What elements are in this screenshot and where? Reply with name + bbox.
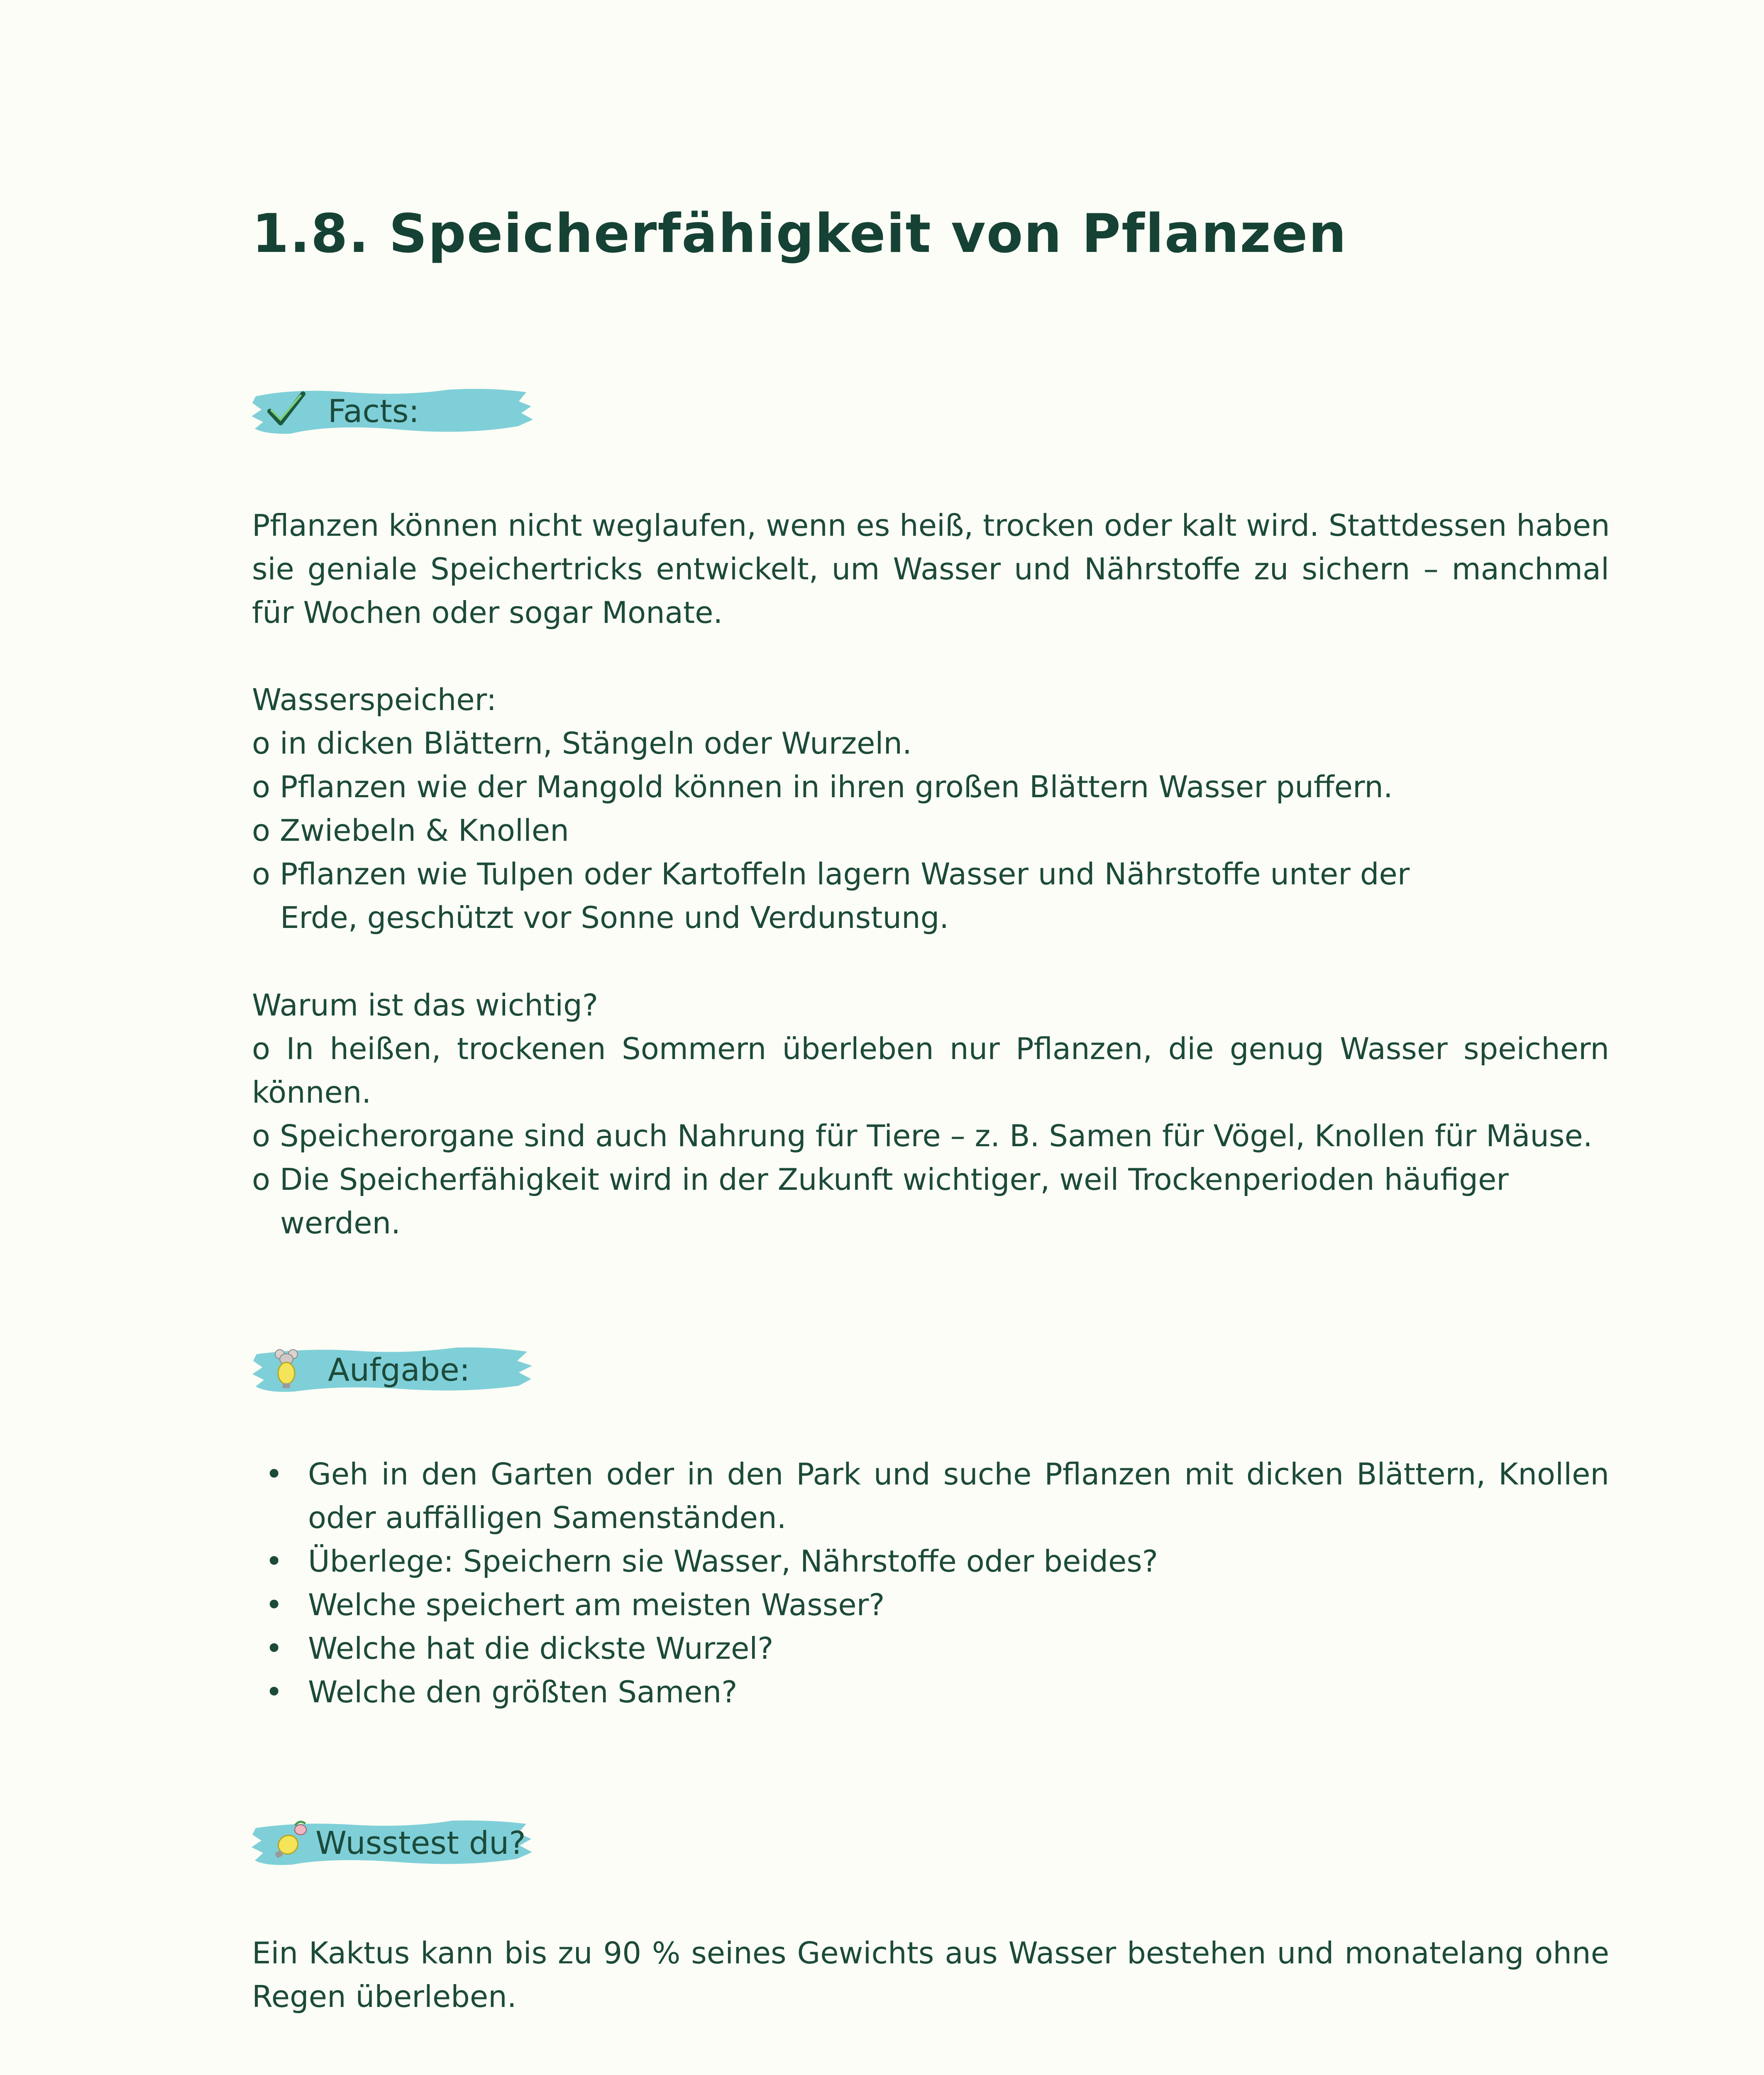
section-heading: Warum ist das wichtig?: [252, 988, 599, 1023]
checkmark-icon: [266, 388, 307, 431]
list-item: [252, 1670, 1609, 1714]
list-item: o In heißen, trockenen Sommern überleben nur Pflanzen, die genug Wasser speichern: [252, 1031, 1609, 1066]
task-label-text: Aufgabe:: [328, 1351, 470, 1388]
facts-label: [249, 380, 535, 442]
bullet: •: [265, 1457, 283, 1492]
text-line: Regen überleben.: [252, 1979, 517, 2014]
did-you-know-label: [249, 1811, 535, 1874]
text-line: Ein Kaktus kann bis zu 90 % seines Gewichts aus Wasser bestehen und monatelang ohne: [252, 1936, 1609, 1970]
list-item-text: Welche hat die dickste Wurzel?: [308, 1631, 774, 1666]
list-item: o Pflanzen wie der Mangold können in ihren großen Blättern Wasser puffern.: [252, 769, 1393, 804]
list-item: o in dicken Blättern, Stängeln oder Wurzeln.: [252, 726, 912, 761]
why-important-section: [252, 984, 1609, 1245]
did-you-know-label-text: Wusstest du?: [315, 1824, 526, 1861]
section-heading: Wasserspeicher:: [252, 682, 497, 717]
list-item: o Pflanzen wie Tulpen oder Kartoffeln lagern Wasser und Nährstoffe unter der: [252, 857, 1410, 891]
list-item-continuation: werden.: [280, 1206, 401, 1240]
list-item: [252, 1627, 1609, 1670]
list-item-text: Welche den größten Samen?: [308, 1675, 738, 1709]
task-label: [249, 1338, 535, 1401]
facts-intro: [252, 504, 1609, 635]
mouse-lightbulb-icon: [266, 1347, 307, 1394]
list-item-continuation: Erde, geschützt vor Sonne und Verdunstung.: [280, 900, 949, 935]
list-item: o Zwiebeln & Knollen: [252, 813, 569, 848]
list-item-continuation: können.: [252, 1075, 371, 1110]
bullet: •: [265, 1544, 283, 1579]
text-line: sie geniale Speichertricks entwickelt, um Wasser und Nährstoffe zu sichern – manchmal: [252, 552, 1609, 586]
task-list: [252, 1452, 1609, 1714]
text-line: für Wochen oder sogar Monate.: [252, 595, 723, 630]
list-item-continuation: oder auffälligen Samenständen.: [308, 1500, 787, 1535]
list-item-text: Welche speichert am meisten Wasser?: [308, 1587, 885, 1622]
bullet: •: [265, 1675, 283, 1709]
list-item: [252, 1452, 1609, 1496]
text-line: Pflanzen können nicht weglaufen, wenn es heiß, trocken oder kalt wird. Stattdessen haben: [252, 508, 1610, 543]
list-item: [252, 1540, 1609, 1583]
bullet: •: [265, 1631, 283, 1666]
page-title: 1.8. Speicherfähigkeit von Pflanzen: [252, 203, 1347, 265]
facts-label-text: Facts:: [328, 393, 420, 430]
list-item: o Speicherorgane sind auch Nahrung für Tiere – z. B. Samen für Vögel, Knollen für Mäuse.: [252, 1118, 1593, 1153]
water-storage-section: [252, 678, 1410, 940]
bullet: •: [265, 1587, 283, 1622]
worm-lightbulb-icon: [270, 1817, 315, 1865]
list-item: o Die Speicherfähigkeit wird in der Zukunft wichtiger, weil Trockenperioden häufiger: [252, 1162, 1509, 1197]
did-you-know-text: [252, 1931, 1609, 2019]
list-item-text: Überlege: Speichern sie Wasser, Nährstoffe oder beides?: [308, 1544, 1158, 1579]
list-item: [252, 1583, 1609, 1627]
list-item-text: Geh in den Garten oder in den Park und suche Pflanzen mit dicken Blättern, Knollen: [308, 1457, 1609, 1492]
